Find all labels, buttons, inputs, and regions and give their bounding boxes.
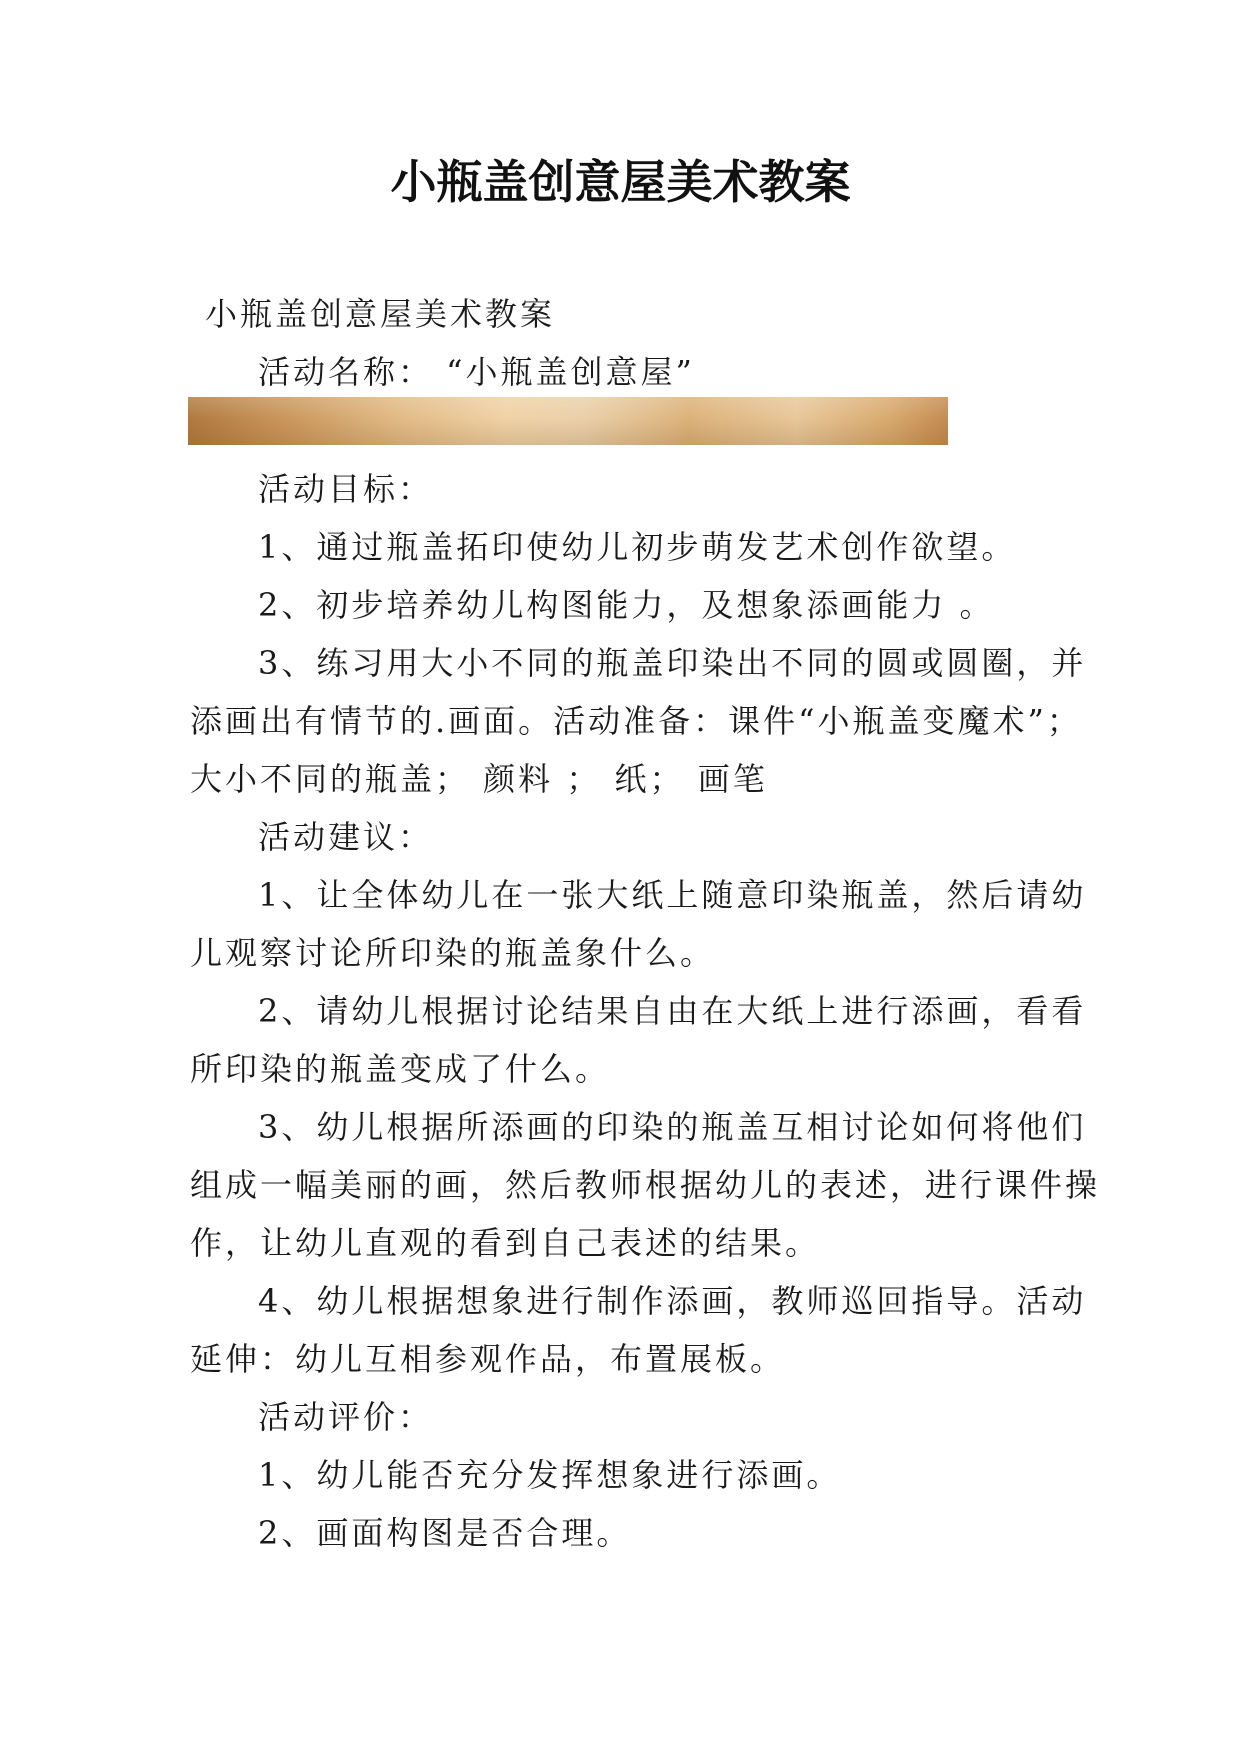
document-title: 小瓶盖创意屋美术教案 xyxy=(390,155,851,209)
goal-item-3-line-1: 3、练习用大小不同的瓶盖印染出不同的圆或圆圈，并 xyxy=(258,644,1087,682)
suggestion-1-line-2: 儿观察讨论所印染的瓶盖象什么。 xyxy=(190,934,716,972)
decorative-banner-image xyxy=(188,397,948,445)
suggestion-3-line-2: 组成一幅美丽的画，然后教师根据幼儿的表述，进行课件操 xyxy=(190,1166,1101,1204)
goal-item-3-line-3: 大小不同的瓶盖； 颜料 ； 纸； 画笔 xyxy=(190,760,768,798)
document-subtitle: 小瓶盖创意屋美术教案 xyxy=(205,295,556,333)
evaluation-heading: 活动评价： xyxy=(258,1398,434,1436)
evaluation-item-2: 2、画面构图是否合理。 xyxy=(258,1514,632,1552)
suggestions-heading: 活动建议： xyxy=(258,818,434,856)
evaluation-item-1: 1、幼儿能否充分发挥想象进行添画。 xyxy=(258,1456,842,1494)
suggestion-3-line-1: 3、幼儿根据所添画的印染的瓶盖互相讨论如何将他们 xyxy=(258,1108,1087,1146)
suggestion-2-line-2: 所印染的瓶盖变成了什么。 xyxy=(190,1050,611,1088)
suggestion-3-line-3: 作，让幼儿直观的看到自己表述的结果。 xyxy=(190,1224,821,1262)
suggestion-4-line-2: 延伸：幼儿互相参观作品，布置展板。 xyxy=(190,1340,786,1378)
suggestion-1-line-1: 1、让全体幼儿在一张大纸上随意印染瓶盖，然后请幼 xyxy=(258,876,1087,914)
goals-heading: 活动目标： xyxy=(258,470,434,508)
suggestion-4-line-1: 4、幼儿根据想象进行制作添画，教师巡回指导。活动 xyxy=(258,1282,1087,1320)
suggestion-2-line-1: 2、请幼儿根据讨论结果自由在大纸上进行添画，看看 xyxy=(258,992,1087,1030)
goal-item-2: 2、初步培养幼儿构图能力，及想象添画能力 。 xyxy=(258,586,995,624)
activity-name: 活动名称： “小瓶盖创意屋” xyxy=(258,353,695,391)
goal-item-3-line-2: 添画出有情节的.画面。活动准备：课件“小瓶盖变魔术”； xyxy=(190,702,1082,740)
goal-item-1: 1、通过瓶盖拓印使幼儿初步萌发艺术创作欲望。 xyxy=(258,528,1017,566)
